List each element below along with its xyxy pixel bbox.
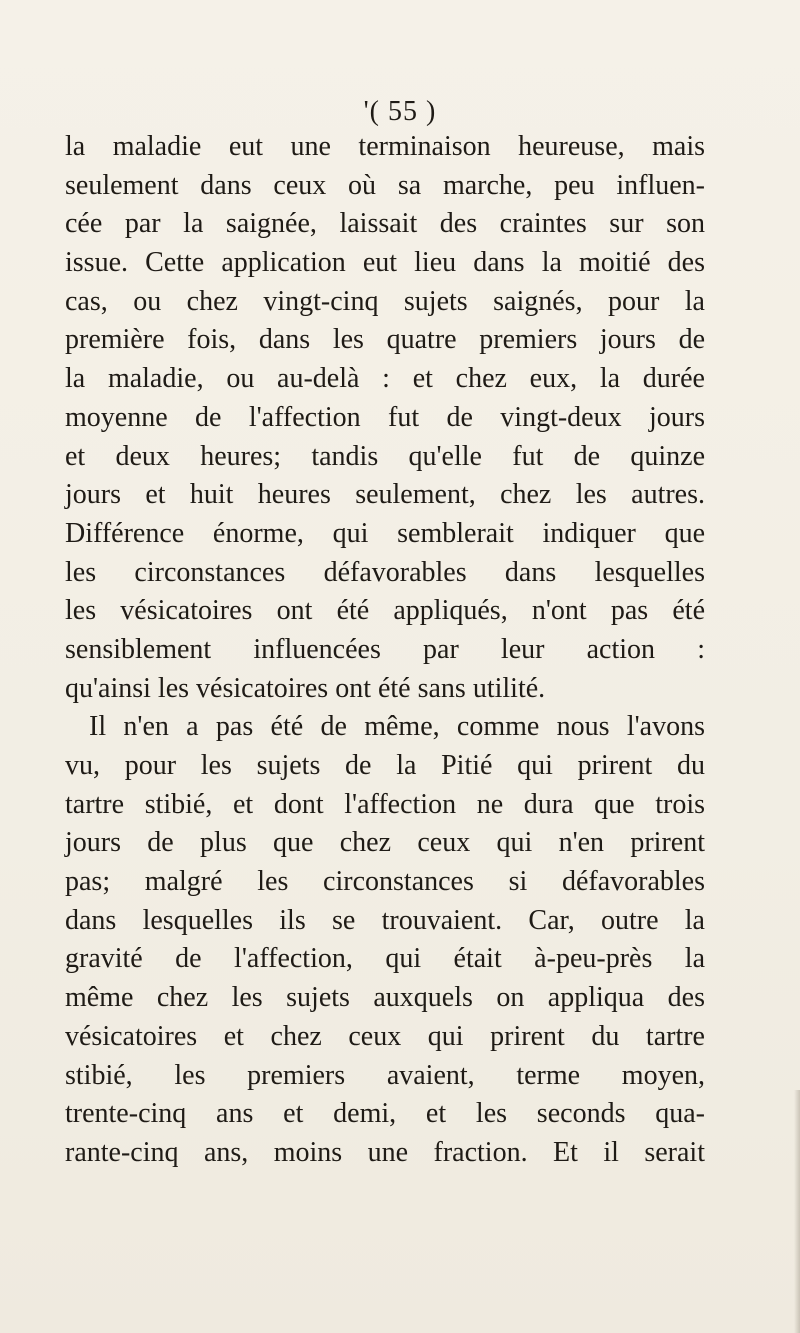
text-line: qu'ainsi les vésicatoires ont été sans utilité. bbox=[65, 672, 546, 704]
text-line: moyenne de l'affection fut de vingt-deux jours bbox=[65, 401, 705, 433]
text-line: vu, pour les sujets de la Pitié qui prirent du bbox=[65, 750, 705, 781]
text-line: seulement dans ceux où sa marche, peu influen- bbox=[65, 169, 705, 201]
text-line: dans lesquelles ils se trouvaient. Car, outre la bbox=[65, 904, 705, 936]
text-line: même chez les sujets auxquels on appliqua des bbox=[65, 982, 705, 1014]
text-line: les circonstances défavorables dans lesquelles bbox=[65, 556, 705, 588]
text-line: rante-cinq ans, moins une fraction. Et il serait bbox=[65, 1136, 705, 1168]
text-line: la maladie, ou au-delà : et chez eux, la durée bbox=[65, 363, 705, 395]
paragraph-first-line: Il n'en a pas été de même, comme nous l'avons bbox=[89, 711, 705, 743]
text-line: pas; malgré les circonstances si défavorables bbox=[65, 866, 705, 898]
text-line: première fois, dans les quatre premiers jours de bbox=[65, 324, 705, 356]
text-line: jours de plus que chez ceux qui n'en prirent bbox=[65, 827, 705, 859]
text-line: stibié, les premiers avaient, terme moyen, bbox=[65, 1059, 705, 1091]
text-line: jours et huit heures seulement, chez les autres. bbox=[65, 479, 705, 511]
page-number: '( 55 ) bbox=[363, 96, 437, 127]
text-line: vésicatoires et chez ceux qui prirent du tartre bbox=[65, 1020, 705, 1052]
text-line: gravité de l'affection, qui était à-peu-près la bbox=[65, 943, 705, 975]
text-line: trente-cinq ans et demi, et les seconds qua- bbox=[65, 1098, 705, 1130]
body-text bbox=[65, 128, 705, 1173]
text-line: et deux heures; tandis qu'elle fut de quinze bbox=[65, 440, 705, 472]
text-line: cas, ou chez vingt-cinq sujets saignés, pour la bbox=[65, 285, 705, 317]
text-line: cée par la saignée, laissait des craintes sur son bbox=[65, 208, 705, 240]
text-line: issue. Cette application eut lieu dans la moitié des bbox=[65, 247, 705, 279]
text-line: tartre stibié, et dont l'affection ne dura que trois bbox=[65, 788, 705, 820]
page-edge-shadow bbox=[794, 1090, 800, 1333]
text-line: la maladie eut une terminaison heureuse, mais bbox=[65, 131, 705, 162]
text-line: les vésicatoires ont été appliqués, n'ont pas été bbox=[65, 595, 705, 627]
text-line: Différence énorme, qui semblerait indiquer que bbox=[65, 517, 705, 549]
text-line: sensiblement influencées par leur action : bbox=[65, 633, 705, 665]
